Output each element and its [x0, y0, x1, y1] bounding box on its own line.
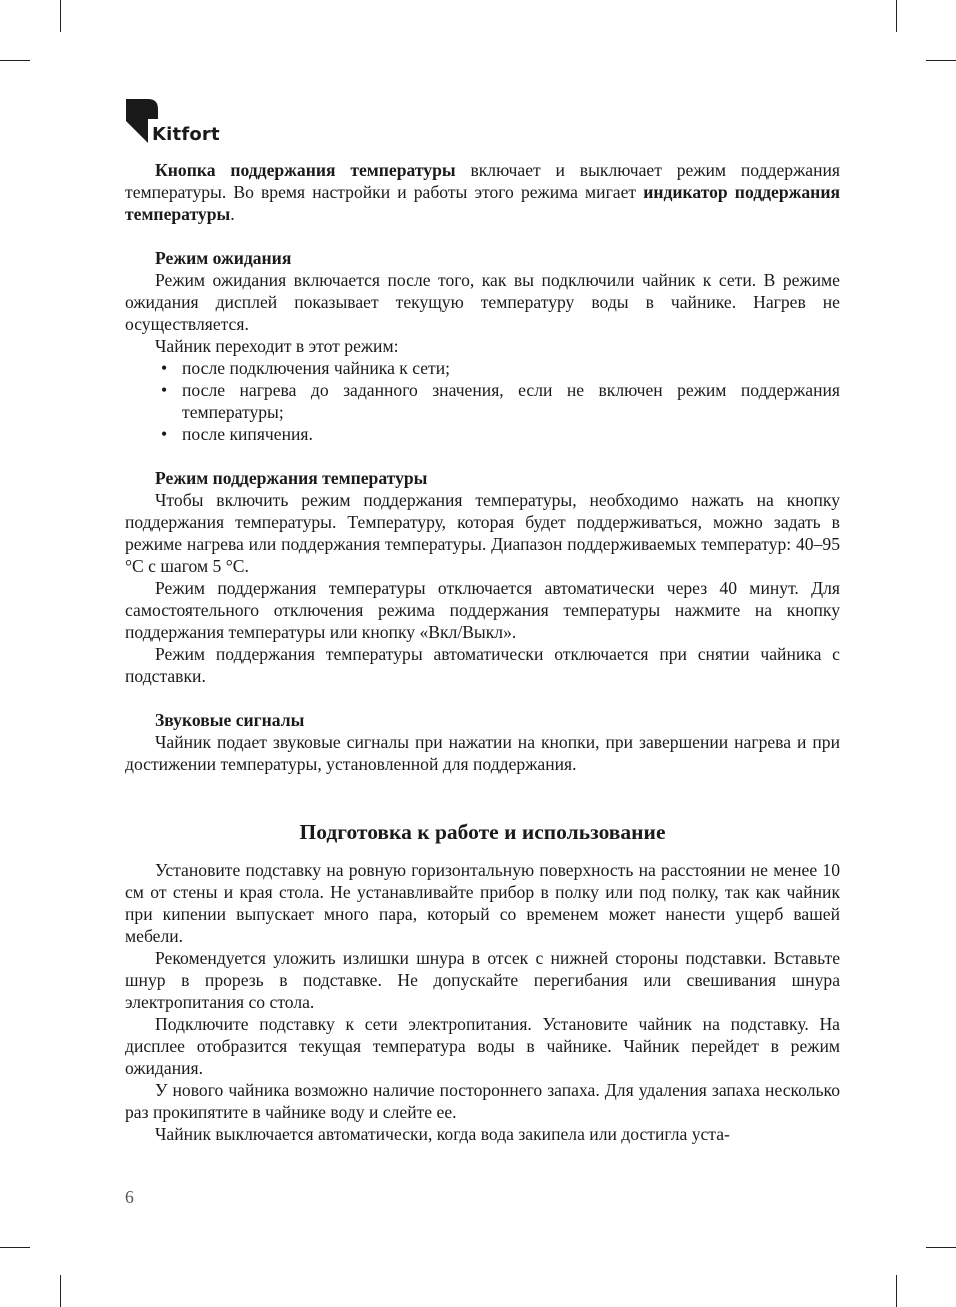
brand-logo	[126, 99, 236, 147]
preparation-paragraph: У нового чайника возможно наличие постороннего запаха. Для удаления запаха несколько раз прокипятите в чайнике воду и слейте ее.	[125, 1080, 840, 1122]
intro-text: включает и выключает режим поддержания температуры. Во время настройки и работы этого режима мигает	[125, 160, 840, 202]
intro-paragraph	[125, 159, 840, 225]
page-content	[125, 159, 840, 1145]
keep-warm-paragraph: Чтобы включить режим поддержания температуры, необходимо нажать на кнопку поддержания температуры. Температуру, которая будет поддерживаться, можно задать в режиме нагрева или поддержания температуры. Диапазон поддерживаемых температур: 40–95 °С с шагом 5 °С.	[125, 490, 840, 576]
preparation-paragraph: Чайник выключается автоматически, когда вода закипела или достигла уста-	[155, 1124, 730, 1144]
sounds-paragraph: Чайник подает звуковые сигналы при нажатии на кнопки, при завершении нагрева и при достижении температуры, установленной для поддержания.	[125, 732, 840, 774]
preparation-paragraph: Подключите подставку к сети электропитания. Установите чайник на подставку. На дисплее отобразится текущая температура воды в чайнике. Чайник перейдет в режим ожидания.	[125, 1014, 840, 1078]
keep-warm-paragraph: Режим поддержания температуры автоматически отключается при снятии чайника с подставки.	[125, 644, 840, 686]
standby-paragraph: Режим ожидания включается после того, как вы подключили чайник к сети. В режиме ожидания дисплей показывает текущую температуру воды в чайнике. Нагрев не осуществляется.	[125, 270, 840, 334]
crop-mark	[60, 1275, 61, 1307]
page-number: 6	[125, 1187, 134, 1207]
keep-warm-title: Режим поддержания температуры	[155, 468, 428, 488]
crop-mark	[0, 60, 30, 61]
list-item-text: после подключения чайника к сети;	[182, 358, 451, 378]
list-item-text: после кипячения.	[182, 424, 313, 444]
preparation-paragraph: Установите подставку на ровную горизонтальную поверхность на расстоянии не менее 10 см от стены и края стола. Не устанавливайте прибор в полку или под полку, так как чайник при кипении выпускает много пара, который со временем может нанести ущерб вашей мебели.	[125, 860, 840, 946]
intro-bold-lead: Кнопка поддержания температуры	[155, 160, 456, 180]
bullet-icon: •	[161, 358, 168, 378]
brand-name: Kitfort	[152, 124, 220, 145]
crop-mark	[926, 1247, 956, 1248]
crop-mark	[60, 0, 61, 32]
standby-list	[125, 357, 840, 445]
crop-mark	[896, 1275, 897, 1307]
bullet-icon: •	[161, 380, 168, 400]
sounds-title: Звуковые сигналы	[155, 710, 305, 730]
intro-bold-end: индикатор поддержания температуры	[125, 182, 840, 224]
standby-paragraph: Чайник переходит в этот режим:	[155, 336, 399, 356]
crop-mark	[896, 0, 897, 32]
standby-title: Режим ожидания	[155, 248, 292, 268]
crop-mark	[0, 1247, 30, 1248]
list-item	[125, 423, 840, 445]
list-item	[125, 357, 840, 379]
crop-mark	[926, 60, 956, 61]
bullet-icon: •	[161, 424, 168, 444]
preparation-heading: Подготовка к работе и использование	[299, 820, 666, 844]
list-item-text: после нагрева до заданного значения, если не включен режим поддержания температуры;	[182, 380, 840, 422]
list-item	[125, 379, 840, 423]
keep-warm-paragraph: Режим поддержания температуры отключается автоматически через 40 минут. Для самостоятельного отключения режима поддержания температуры нажмите на кнопку поддержания температуры или кнопку «Вкл/Выкл».	[125, 578, 840, 642]
intro-text-end: .	[230, 204, 235, 224]
preparation-paragraph: Рекомендуется уложить излишки шнура в отсек с нижней стороны подставки. Вставьте шнур в прорезь в подставке. Не допускайте перегибания или свешивания шнура электропитания со стола.	[125, 948, 840, 1012]
